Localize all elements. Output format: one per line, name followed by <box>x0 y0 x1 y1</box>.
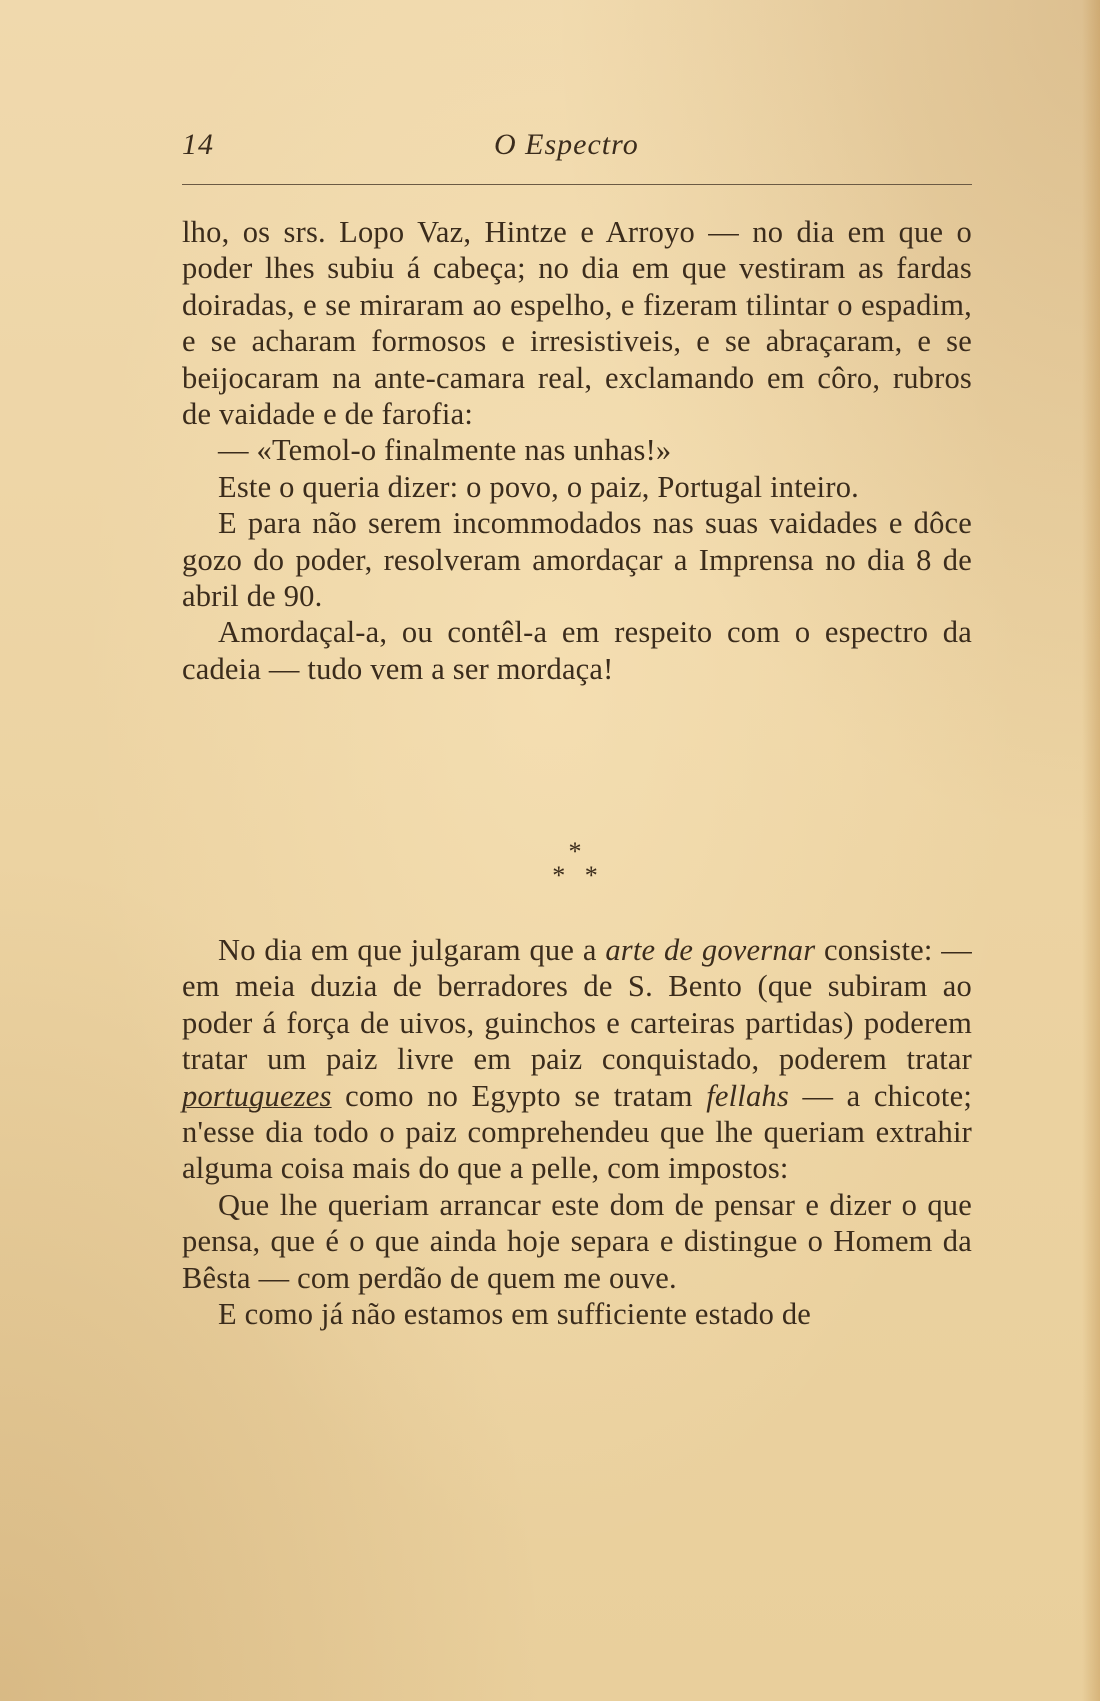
emphasis-text: arte de governar <box>605 933 816 967</box>
separator-star-top: * <box>568 837 582 866</box>
paragraph-continues: E como já não estamos em sufficiente estado de <box>218 1297 812 1332</box>
emphasis-underlined-text: portuguezes <box>182 1078 332 1113</box>
text-section-1 <box>182 214 972 687</box>
paragraph: Amordaçal-a, ou contêl-a em respeito com o espectro da cadeia — tudo vem a ser mordaça! <box>182 615 972 686</box>
section-separator <box>520 837 630 890</box>
paragraph-text: consiste: — em meia duzia de berradores de S. Bento (que subiram ao poder á força de uivos, guinchos e carteiras partidas) poderem tratar um paiz livre em paiz conquistado, poderem tratar <box>182 933 973 1077</box>
text-section-2 <box>182 932 972 1332</box>
paragraph: Que lhe queriam arrancar este dom de pensar e dizer o que pensa, que é o que ainda hoje separa e distingue o Homem da Bêsta — com perdão de quem me ouve. <box>182 1187 972 1295</box>
running-title: O Espectro <box>494 128 639 161</box>
paragraph-text: No dia em que julgaram que a <box>218 933 606 967</box>
paragraph-text: — a chicote; n'esse dia todo o paiz comprehendeu que lhe queriam extrahir alguma coisa mais do que a pelle, com impostos: <box>182 1078 972 1186</box>
emphasis-text: fellahs <box>706 1078 789 1113</box>
paragraph-continuation: lho, os srs. Lopo Vaz, Hintze e Arroyo — no dia em que o poder lhes subiu á cabeça; no dia em que vestiram as fardas doiradas, e se miraram ao espelho, e fizeram tilintar o espadim, e se acharam formosos e irresistiveis, e se abraçaram, e se beijocaram na ante-camara real, exclamando em côro, rubros de vaidade e de farofia: <box>182 215 972 432</box>
paragraph <box>182 932 972 1187</box>
paragraph-quote: — «Temol-o finalmente nas unhas!» <box>218 433 672 468</box>
separator-stars-bottom: * * <box>552 861 598 890</box>
paragraph-text: como no Egypto se tratam <box>331 1078 707 1113</box>
header-rule <box>182 184 972 185</box>
page-number: 14 <box>182 128 214 161</box>
paragraph: Este o queria dizer: o povo, o paiz, Portugal inteiro. <box>218 469 859 504</box>
paragraph: E para não serem incommodados nas suas vaidades e dôce gozo do poder, resolveram amordaçar a Imprensa no dia 8 de abril de 90. <box>182 506 972 614</box>
page-header <box>182 128 972 168</box>
